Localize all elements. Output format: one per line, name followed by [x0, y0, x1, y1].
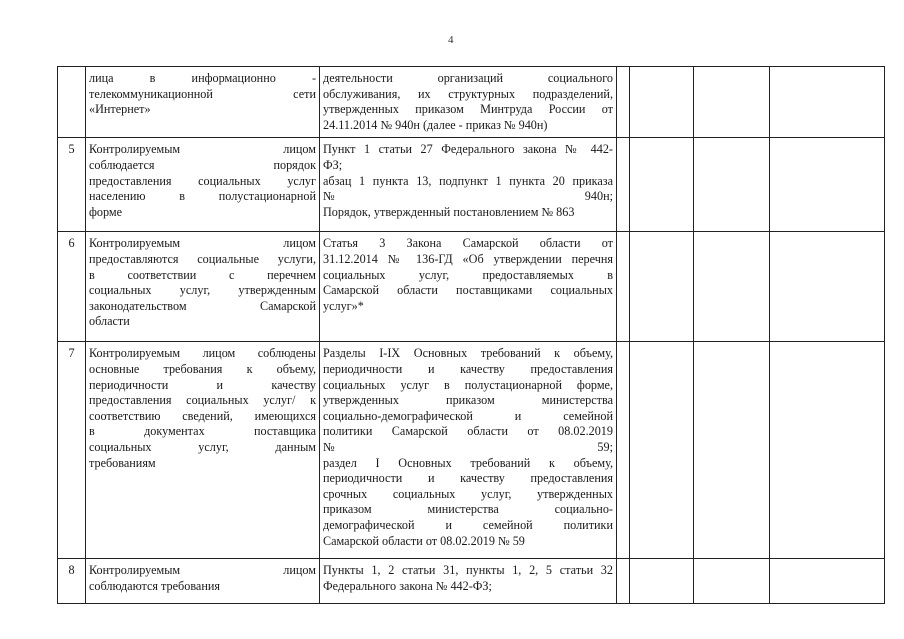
- checklist-table-container: [57, 66, 884, 602]
- requirement-cell-line: в документах поставщика: [89, 424, 316, 439]
- checklist-table: [57, 66, 885, 604]
- note-cell[interactable]: [770, 138, 885, 232]
- row-number: 5: [58, 138, 86, 232]
- note-cell[interactable]: [770, 232, 885, 342]
- requirement-cell-line: соблюдается порядок: [89, 157, 316, 172]
- legal-basis-cell-line: Разделы I-IX Основных требований к объему,: [323, 346, 613, 361]
- requirement-cell-line: предоставления социальных услуг: [89, 173, 316, 188]
- legal-basis-cell-line: услуг»*: [323, 298, 364, 313]
- legal-basis-cell-line: социально-демографической и семейной: [323, 408, 613, 423]
- legal-basis-cell: [320, 138, 617, 232]
- table-row: [58, 138, 885, 232]
- legal-basis-cell-line: раздел I Основных требований к объему,: [323, 455, 613, 470]
- answer-yes-cell[interactable]: [630, 232, 694, 342]
- legal-basis-cell-line: политики Самарской области от 08.02.2019: [323, 424, 613, 439]
- answer-yes-cell[interactable]: [630, 67, 694, 138]
- table-row: [58, 559, 885, 604]
- legal-basis-cell-line: Самарской области от 08.02.2019 № 59: [323, 533, 525, 548]
- legal-basis-cell-line: 24.11.2014 № 940н (далее - приказ № 940н): [323, 117, 548, 132]
- table-row: [58, 342, 885, 559]
- legal-basis-cell-line: утвержденных приказом Минтруда России от: [323, 102, 613, 117]
- answer-yes-cell[interactable]: [630, 559, 694, 604]
- requirement-cell-line: периодичности и качеству: [89, 377, 316, 392]
- requirement-cell-line: соответствию сведений, имеющихся: [89, 408, 316, 423]
- legal-basis-cell-line: социальных услуг в полустационарной форме,: [323, 377, 613, 392]
- legal-basis-cell-line: демографической и семейной политики: [323, 517, 613, 532]
- requirement-cell-line: лица в информационно -: [89, 71, 316, 85]
- requirement-cell-line: Контролируемым лицом соблюдены: [89, 346, 316, 361]
- answer-no-cell[interactable]: [694, 342, 770, 559]
- requirement-cell-line: законодательством Самарской: [89, 298, 316, 313]
- marker-cell[interactable]: [617, 342, 630, 559]
- legal-basis-cell-line: периодичности и качеству предоставления: [323, 471, 613, 486]
- legal-basis-cell: [320, 342, 617, 559]
- legal-basis-cell: [320, 559, 617, 604]
- legal-basis-cell-line: срочных социальных услуг, утвержденных: [323, 486, 613, 501]
- legal-basis-cell-line: периодичности и качеству предоставления: [323, 361, 613, 376]
- requirement-cell-line: телекоммуникационной сети: [89, 86, 316, 101]
- answer-yes-cell[interactable]: [630, 138, 694, 232]
- legal-basis-cell-line: социальных услуг, предоставляемых в: [323, 267, 613, 282]
- requirement-cell-line: социальных услуг, утвержденным: [89, 283, 316, 298]
- page-number: 4: [448, 34, 454, 46]
- legal-basis-cell-line: Самарской области поставщиками социальных: [323, 283, 613, 298]
- marker-cell[interactable]: [617, 67, 630, 138]
- requirement-cell-line: форме: [89, 204, 123, 219]
- requirement-cell: [86, 67, 320, 138]
- marker-cell[interactable]: [617, 232, 630, 342]
- requirement-cell-line: населению в полустационарной: [89, 189, 316, 204]
- legal-basis-cell-line: Статья 3 Закона Самарской области от: [323, 236, 613, 251]
- requirement-cell-line: Контролируемым лицом: [89, 563, 316, 578]
- requirement-cell: [86, 138, 320, 232]
- requirement-cell-line: социальных услуг, данным: [89, 439, 316, 454]
- legal-basis-cell-line: абзац 1 пункта 13, подпункт 1 пункта 20 приказа: [323, 173, 613, 188]
- requirement-cell-line: требованиям: [89, 455, 156, 470]
- row-number: 8: [58, 559, 86, 604]
- requirement-cell-line: предоставления социальных услуг/ к: [89, 393, 316, 408]
- row-number: [58, 67, 86, 138]
- legal-basis-cell-line: обслуживания, их структурных подразделений,: [323, 86, 613, 101]
- requirement-cell-line: Контролируемым лицом: [89, 236, 316, 251]
- legal-basis-cell-line: ФЗ;: [323, 157, 343, 172]
- legal-basis-cell-line: 31.12.2014 № 136-ГД «Об утверждении перечня: [323, 251, 613, 266]
- legal-basis-cell-line: деятельности организаций социального: [323, 71, 613, 85]
- row-number: 7: [58, 342, 86, 559]
- requirement-cell-line: основные требования к объему,: [89, 361, 316, 376]
- requirement-cell-line: Контролируемым лицом: [89, 142, 316, 157]
- requirement-cell: [86, 342, 320, 559]
- answer-yes-cell[interactable]: [630, 342, 694, 559]
- legal-basis-cell-line: № 940н;: [323, 189, 613, 204]
- requirement-cell-line: соблюдаются требования: [89, 578, 220, 593]
- legal-basis-cell-line: Пункты 1, 2 статьи 31, пункты 1, 2, 5 статьи 32: [323, 563, 613, 578]
- requirement-cell-line: области: [89, 314, 130, 329]
- legal-basis-cell: [320, 67, 617, 138]
- legal-basis-cell-line: утвержденных приказом министерства: [323, 393, 613, 408]
- marker-cell[interactable]: [617, 559, 630, 604]
- note-cell[interactable]: [770, 67, 885, 138]
- legal-basis-cell-line: № 59;: [323, 439, 613, 454]
- legal-basis-cell-line: Порядок, утвержденный постановлением № 863: [323, 204, 575, 219]
- note-cell[interactable]: [770, 342, 885, 559]
- legal-basis-cell-line: приказом министерства социально-: [323, 502, 613, 517]
- legal-basis-cell-line: Федерального закона № 442-ФЗ;: [323, 578, 492, 593]
- legal-basis-cell-line: Пункт 1 статьи 27 Федерального закона № 442-: [323, 142, 613, 157]
- requirement-cell-line: «Интернет»: [89, 102, 151, 117]
- requirement-cell-line: в соответствии с перечнем: [89, 267, 316, 282]
- requirement-cell: [86, 232, 320, 342]
- requirement-cell-line: предоставляются социальные услуги,: [89, 251, 316, 266]
- legal-basis-cell: [320, 232, 617, 342]
- answer-no-cell[interactable]: [694, 67, 770, 138]
- answer-no-cell[interactable]: [694, 232, 770, 342]
- note-cell[interactable]: [770, 559, 885, 604]
- answer-no-cell[interactable]: [694, 138, 770, 232]
- requirement-cell: [86, 559, 320, 604]
- table-row: [58, 67, 885, 138]
- answer-no-cell[interactable]: [694, 559, 770, 604]
- table-row: [58, 232, 885, 342]
- marker-cell[interactable]: [617, 138, 630, 232]
- row-number: 6: [58, 232, 86, 342]
